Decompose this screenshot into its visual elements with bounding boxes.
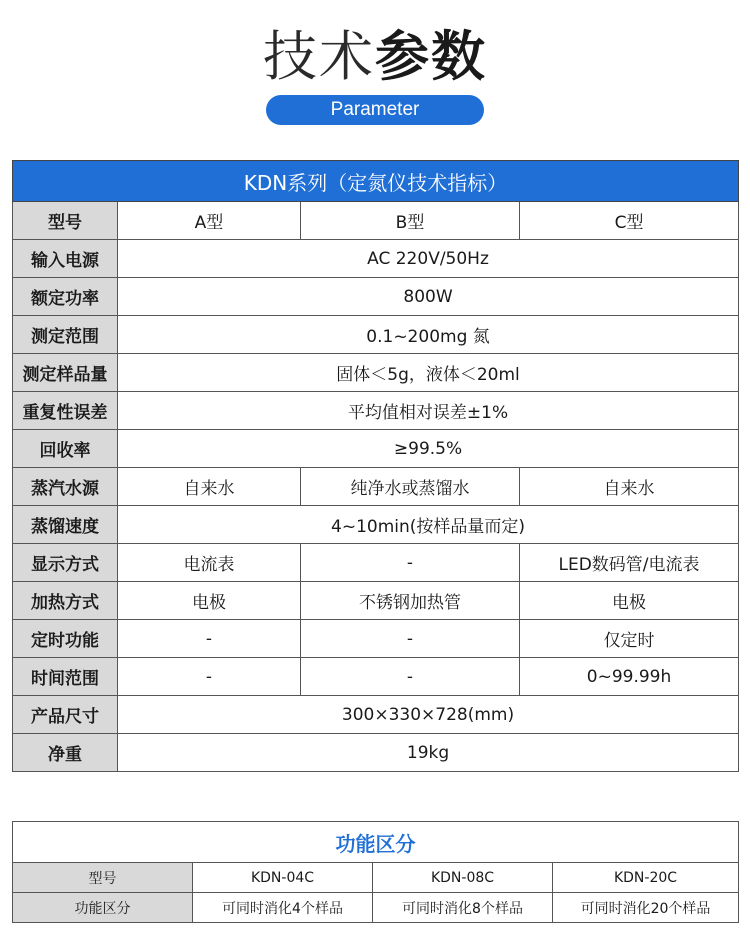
row-value: 固体＜5g，液体＜20ml [118,354,739,392]
row-value-a: 自来水 [118,468,301,506]
title-bold-part: 参数 [375,25,487,88]
row-value: 平均值相对误差±1% [118,392,739,430]
row-label: 时间范围 [13,658,118,696]
title-thin-part: 技术 [263,25,375,88]
row-value: 0.1~200mg 氮 [118,316,739,354]
row-label: 净重 [13,734,118,772]
function-label: 功能区分 [13,893,193,923]
row-value: ≥99.5% [118,430,739,468]
row-value-b: 不锈钢加热管 [301,582,520,620]
row-label: 额定功率 [13,278,118,316]
spec-table-heading: KDN系列（定氮仪技术指标） [13,161,739,202]
row-value: 19kg [118,734,739,772]
row-value-c: 电极 [520,582,739,620]
function-table [12,821,739,923]
row-label: 测定范围 [13,316,118,354]
row-label: 定时功能 [13,620,118,658]
subtitle-pill: Parameter [266,95,484,125]
row-label: 蒸汽水源 [13,468,118,506]
function-kdn-04c: 可同时消化4个样品 [193,893,373,923]
model-c: C型 [520,202,739,240]
row-value: 800W [118,278,739,316]
row-label: 重复性误差 [13,392,118,430]
row-value: 4~10min(按样品量而定) [118,506,739,544]
row-label: 加热方式 [13,582,118,620]
row-value-a: - [118,658,301,696]
row-label: 回收率 [13,430,118,468]
model-kdn-04c: KDN-04C [193,863,373,893]
row-value-a: - [118,620,301,658]
row-value-b: 纯净水或蒸馏水 [301,468,520,506]
model-b: B型 [301,202,520,240]
row-value-a: 电极 [118,582,301,620]
row-label: 显示方式 [13,544,118,582]
row-label: 测定样品量 [13,354,118,392]
models-label: 型号 [13,202,118,240]
row-label: 蒸馏速度 [13,506,118,544]
row-value: 300×330×728(mm) [118,696,739,734]
row-value-b: - [301,620,520,658]
row-value-b: - [301,658,520,696]
spec-table [12,160,739,772]
model-kdn-08c: KDN-08C [373,863,553,893]
model-label: 型号 [13,863,193,893]
row-value-c: 自来水 [520,468,739,506]
row-label: 输入电源 [13,240,118,278]
model-kdn-20c: KDN-20C [553,863,739,893]
row-value-c: LED数码管/电流表 [520,544,739,582]
row-value-c: 仅定时 [520,620,739,658]
function-kdn-20c: 可同时消化20个样品 [553,893,739,923]
row-value-b: - [301,544,520,582]
function-table-heading: 功能区分 [13,822,739,863]
page-title [0,22,750,92]
row-value-c: 0~99.99h [520,658,739,696]
row-value: AC 220V/50Hz [118,240,739,278]
model-a: A型 [118,202,301,240]
function-kdn-08c: 可同时消化8个样品 [373,893,553,923]
row-label: 产品尺寸 [13,696,118,734]
row-value-a: 电流表 [118,544,301,582]
